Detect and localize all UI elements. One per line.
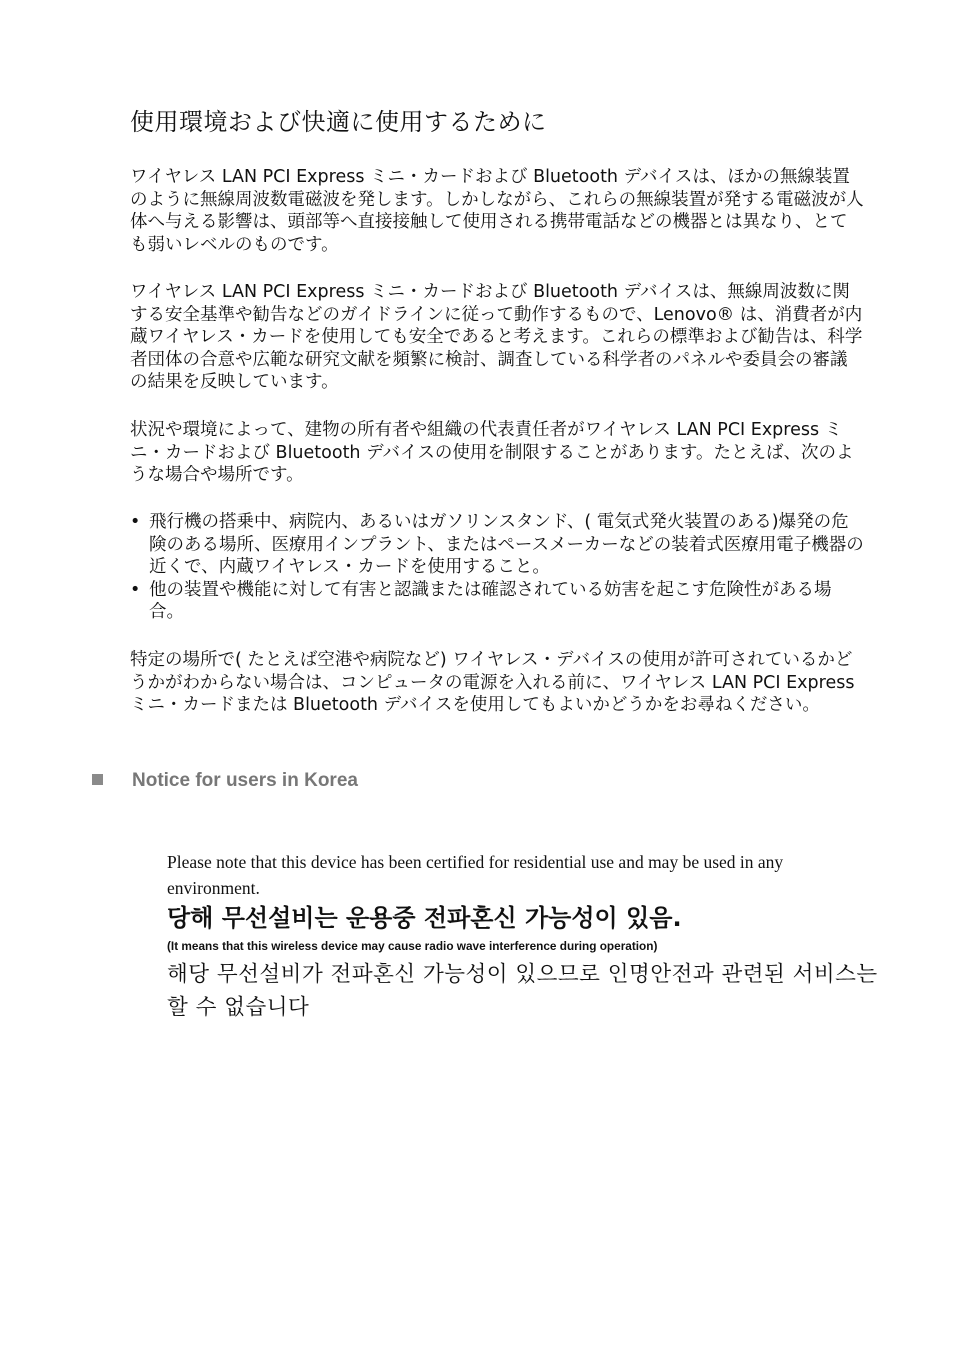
korea-section-header (92, 768, 852, 794)
list-item (130, 511, 864, 579)
list-item (130, 579, 864, 624)
restriction-list (130, 511, 864, 624)
paragraph-ask-permission: 特定の場所で( たとえば空港や病院など) ワイヤレス・デバイスの使用が許可されているかどうかがわからない場合は、コンピュータの電源を入れる前に、ワイヤレス LAN PCI Express ミニ・カードまたは Bluetooth デバイスを使用してもよいかどうかをお尋ねください。 (130, 650, 855, 715)
paragraph-safety-standards: ワイヤレス LAN PCI Express ミニ・カードおよび Bluetooth デバイスは、無線周波数に関する安全基準や勧告などのガイドラインに従って動作するもので、Lenovo® は、消費者が内蔵ワイヤレス・カードを使用しても安全であると考えます。これらの標準および勧告は、科学者団体の合意や広範な研究文献を頻繁に検討、調査している科学者のパネルや委員会の審議の結果を反映しています。 (130, 282, 863, 392)
bullet-icon: • (130, 512, 141, 532)
section-title: Notice for users in Korea (132, 770, 358, 791)
paragraph-radio-emission: ワイヤレス LAN PCI Express ミニ・カードおよび Bluetooth デバイスは、ほかの無線装置のように無線周波数電磁波を発します。しかしながら、これらの無線装置が発する電磁波が人体へ与える影響は、頭部等へ直接接触して使用される携帯電話などの機器とは異なり、とても弱いレベルのものです。 (130, 167, 864, 255)
page-heading: 使用環境および快適に使用するために (130, 108, 547, 136)
square-bullet-icon (92, 774, 103, 785)
paragraph-usage-restrictions: 状況や環境によって、建物の所有者や組織の代表責任者がワイヤレス LAN PCI Express ミニ・カードおよび Bluetooth デバイスの使用を制限することがあります。たとえば、次のような場合や場所です。 (130, 420, 854, 485)
korean-warning-translation: (It means that this wireless device may cause radio wave interference during operation) (167, 939, 658, 953)
korean-warning-bold: 당해 무선설비는 운용중 전파혼신 가능성이 있음. (167, 904, 682, 932)
list-item-text: 飛行機の搭乗中、病院内、あるいはガソリンスタンド、( 電気式発火装置のある)爆発の危険のある場所、医療用インプラント、またはペースメーカーなどの装着式医療用電子機器の近くで、内蔵ワイヤレス・カードを使用すること。 (149, 512, 864, 577)
list-item-text: 他の装置や機能に対して有害と認識または確認されている妨害を起こす危険性がある場合。 (149, 579, 832, 622)
bullet-icon: • (130, 579, 141, 600)
korean-safety-notice: 해당 무선설비가 전파혼신 가능성이 있으므로 인명안전과 관련된 서비스는 할 수 없습니다 (167, 962, 878, 1020)
english-notice: Please note that this device has been certified for residential use and may be used in any environment. (167, 852, 784, 898)
